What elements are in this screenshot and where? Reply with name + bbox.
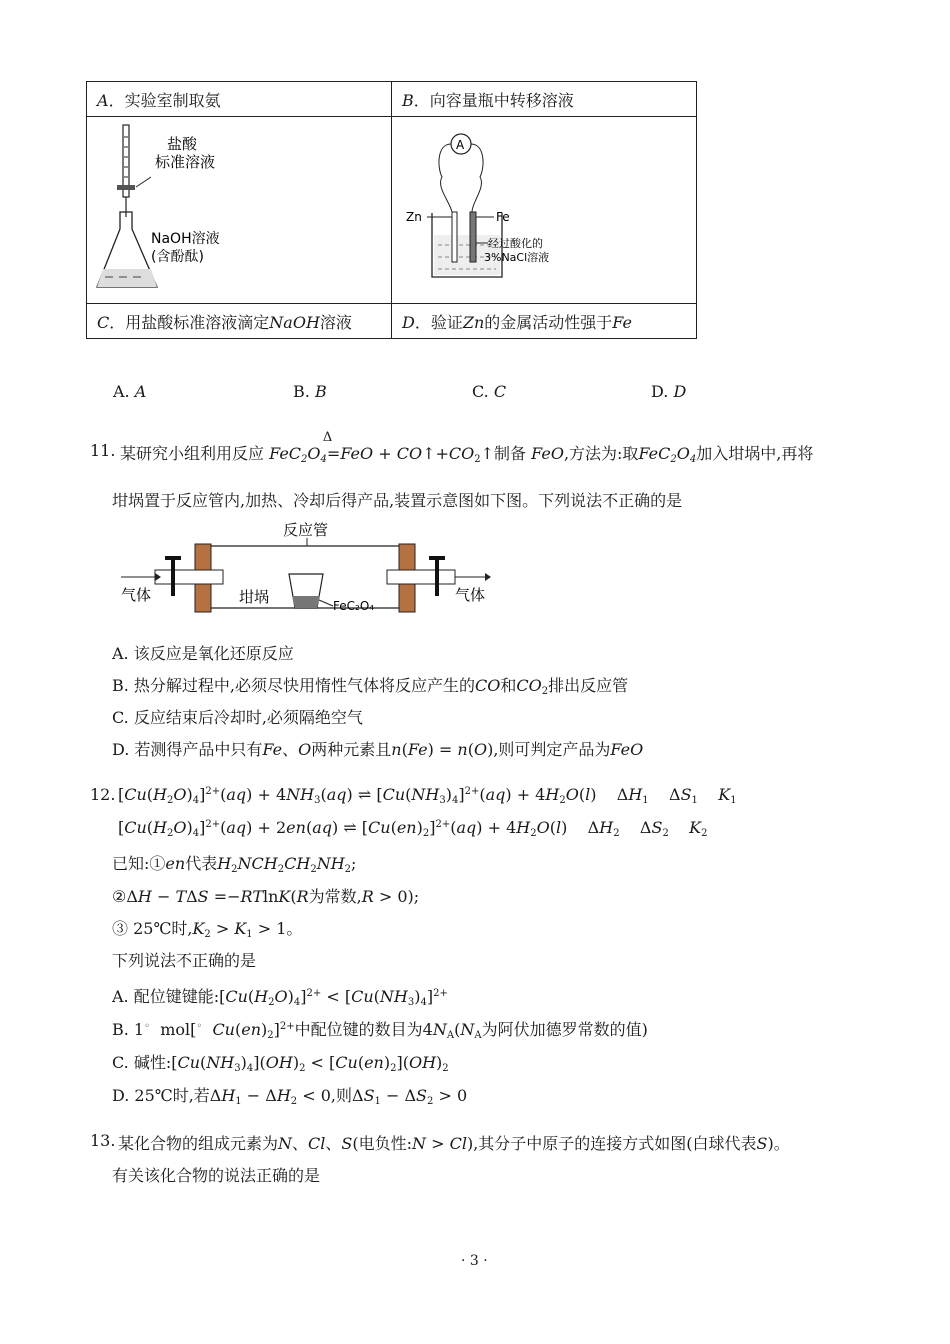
svg-text:坩埚: 坩埚 [239, 588, 270, 606]
q13-stem-line2: 有关该化合物的说法正确的是 [112, 1166, 321, 1185]
q12-option-c: C. 碱性$:[Cu(NH_3)_4](OH)_2 < [Cu(en)_2](OH)_2$ [112, 1053, 449, 1074]
titration-figure [87, 117, 392, 304]
cell-b-header: B．向容量瓶中转移溶液 [392, 82, 697, 117]
cell-d-caption: D．验证Zn的金属活动性强于Fe [392, 304, 697, 339]
q12-question: 下列说法不正确的是 [112, 951, 257, 970]
cell-a-header: A．实验室制取氨 [87, 82, 392, 117]
options-table [86, 81, 697, 339]
cell-c-caption: C．用盐酸标准溶液滴定NaOH溶液 [87, 304, 392, 339]
svg-text:经过酸化的: 经过酸化的 [488, 237, 543, 250]
svg-text:盐酸: 盐酸 [167, 135, 198, 153]
svg-text:FeC₂O₄: FeC₂O₄ [333, 599, 375, 613]
svg-text:反应管: 反应管 [283, 521, 329, 539]
svg-text:A: A [456, 138, 465, 152]
galvanic-cell-figure [392, 117, 697, 304]
q11-option-c: C. 反应结束后冷却时,必须隔绝空气 [112, 708, 363, 727]
svg-text:Fe: Fe [496, 210, 510, 224]
svg-text:(含酚酞): (含酚酞) [151, 249, 204, 265]
q12-option-b: B. 1◦ mol[◦ $Cu(en)_2]^{2+}$中配位键的数目为$4N_A(N_A$为阿伏加德罗常数的值) [112, 1020, 648, 1041]
reaction-tube-diagram [115, 520, 495, 620]
q13-number: 13. [90, 1131, 116, 1150]
svg-text:Zn: Zn [406, 210, 422, 224]
q11-option-a: A. 该反应是氧化还原反应 [112, 644, 294, 663]
q11-stem-line1: 某研究小组利用反应 $FeC_2O_4$ Δ $=FeO + CO↑+CO_2↑$制备 FeO,方法为:取$FeC_2O_4$加入坩埚中,再将 [120, 430, 814, 465]
q10-choice-c: C. C [472, 382, 507, 401]
q12-equation-1: $[Cu(H_2O)_4]^{2+}(aq) + 4NH_3(aq)$ ⇌ $[Cu(NH_3)_4]^{2+}(aq) + 4H_2O(l)$ $\Delta H_1$ $\Delta S_1$ $K_1$ [118, 785, 737, 806]
q11-number: 11. [90, 441, 116, 460]
q12-known-1: 已知:①en代表$H_2NCH_2CH_2NH_2$; [112, 854, 357, 875]
q12-equation-2: $[Cu(H_2O)_4]^{2+}(aq) + 2en(aq)$ ⇌ $[Cu(en)_2]^{2+}(aq) + 4H_2O(l)$ $\Delta H_2$ $\Delta S_2$ $K_2$ [118, 818, 708, 839]
q11-option-d: D. 若测得产品中只有Fe、O两种元素且n(Fe) = n(O),则可判定产品为FeO [112, 740, 644, 759]
svg-text:气体: 气体 [455, 586, 486, 604]
svg-text:3%NaCl溶液: 3%NaCl溶液 [484, 251, 550, 264]
svg-text:NaOH溶液: NaOH溶液 [151, 231, 220, 247]
svg-text:气体: 气体 [121, 586, 152, 604]
q13-stem-line1: 某化合物的组成元素为N、Cl、S(电负性:N > Cl),其分子中原子的连接方式如图(白球代表S)。 [118, 1134, 790, 1153]
q12-option-a: A. 配位键键能$:[Cu(H_2O)_4]^{2+} < [Cu(NH_3)_4]^{2+}$ [112, 987, 448, 1008]
q10-choice-b: B. B [293, 382, 327, 401]
q12-known-3: ③ 25℃时$,K_2 > K_1 > 1$。 [112, 919, 303, 940]
q10-choice-a: A. A [113, 382, 147, 401]
q12-known-2: ②ΔH − TΔS =−RTlnK(R为常数,R > 0); [112, 887, 420, 906]
q11-stem-line2: 坩埚置于反应管内,加热、冷却后得产品,装置示意图如下图。下列说法不正确的是 [112, 491, 683, 510]
q12-option-d: D. 25℃时,若$\Delta H_1 - \Delta H_2 < 0$,则$\Delta S_1 - \Delta S_2 > 0$ [112, 1086, 468, 1107]
q11-option-b: B. 热分解过程中,必须尽快用惰性气体将反应产生的CO和$CO_2$排出反应管 [112, 676, 629, 697]
q10-choice-d: D. D [651, 382, 687, 401]
q12-number: 12. [90, 785, 116, 804]
page-number: · 3 · [461, 1253, 488, 1269]
svg-text:标准溶液: 标准溶液 [155, 153, 216, 171]
